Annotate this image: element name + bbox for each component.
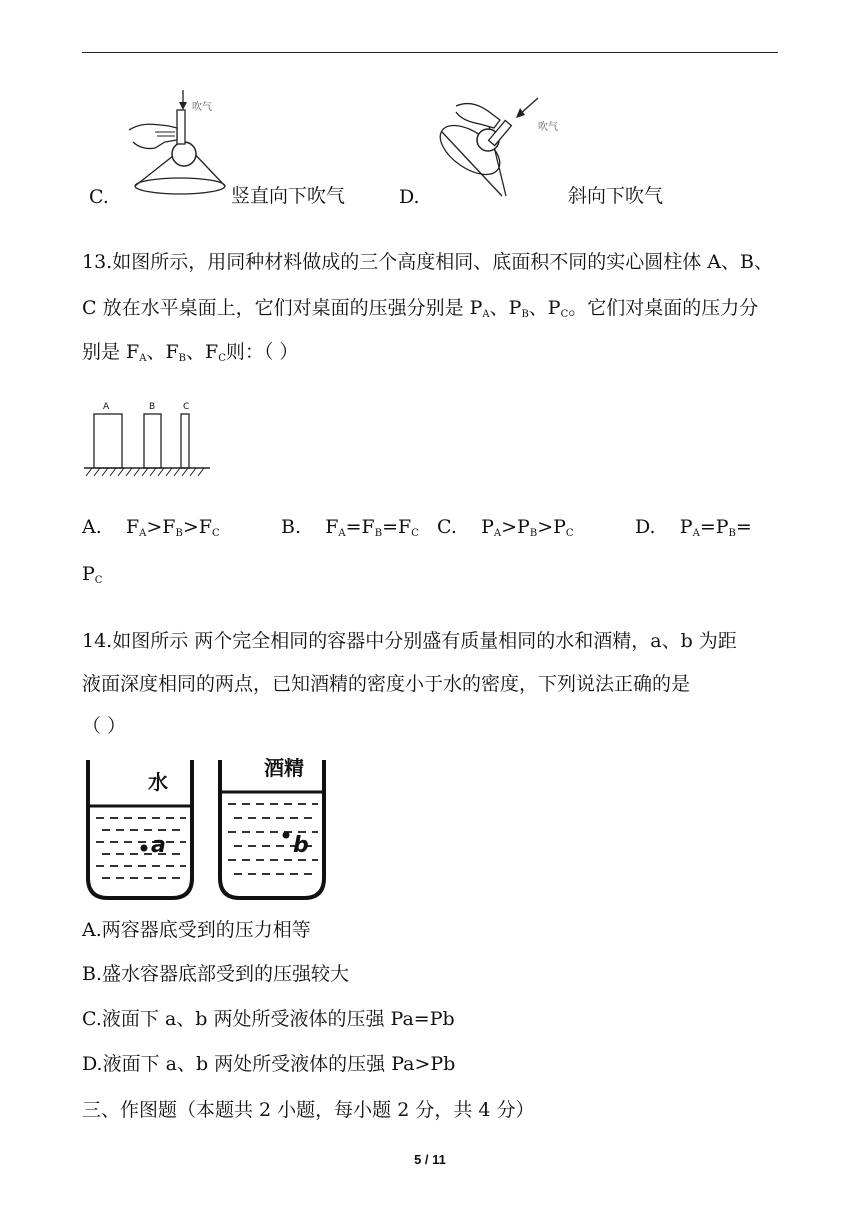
option-d-caption: 斜向下吹气	[568, 185, 664, 207]
q13-text-line1: 13.如图所示，用同种材料做成的三个高度相同、底面积不同的实心圆柱体 A、B、	[82, 251, 773, 273]
cylinder-label-c: C	[183, 402, 190, 412]
cylinder-c	[181, 414, 189, 468]
cylinder-b	[144, 414, 161, 468]
point-a-label: a	[151, 833, 166, 858]
q14-containers-figure	[82, 760, 330, 902]
q13-option-a: A. $F_A>F_B>F_C$	[82, 516, 220, 539]
figure-c-blow-text: 吹气	[192, 102, 212, 113]
cylinder-label-a: A	[103, 402, 110, 412]
section-3-heading: 三、作图题（本题共 2 小题，每小题 2 分，共 4 分）	[82, 1099, 535, 1121]
page-number: 5 / 11	[414, 1152, 446, 1167]
figure-d-funnel-oblique	[430, 92, 570, 202]
q14-option-b: B.盛水容器底部受到的压强较大	[82, 963, 350, 985]
figure-d-blow-text: 吹气	[538, 122, 558, 133]
q14-option-a: A.两容器底受到的压力相等	[82, 919, 311, 941]
q14-text-line1: 14.如图所示 两个完全相同的容器中分别盛有质量相同的水和酒精，a、b 为距	[82, 630, 737, 652]
option-c-label: C.	[89, 186, 109, 208]
q13-text-line3: 别是 $F_A$、$F_B$、$F_C$则：（ ）	[82, 341, 299, 364]
q13-cylinders-figure	[84, 402, 212, 477]
q13-option-c: C. $P_A>P_B>P_C$	[437, 516, 574, 539]
option-d-label: D.	[399, 186, 420, 208]
q14-text-line2: 液面深度相同的两点，已知酒精的密度小于水的密度，下列说法正确的是	[82, 673, 691, 695]
q14-option-d: D.液面下 a、b 两处所受液体的压强 Pa>Pb	[82, 1053, 456, 1075]
cylinder-a	[94, 414, 122, 468]
q13-text-line2: C 放在水平桌面上，它们对桌面的压强分别是 $P_A$、$P_B$、$P_C$。它们对桌面的压力分	[82, 297, 759, 320]
figure-c-funnel-vertical	[125, 88, 235, 198]
cylinder-label-b: B	[149, 402, 156, 412]
q13-option-d: D. $P_A=P_B=$	[635, 516, 752, 539]
q13-option-d-continued: $P_C$	[82, 563, 103, 586]
q14-option-c: C.液面下 a、b 两处所受液体的压强 Pa=Pb	[82, 1008, 455, 1030]
point-b-label: b	[293, 833, 309, 858]
header-rule	[82, 52, 778, 53]
option-c-caption: 竖直向下吹气	[231, 185, 346, 207]
alcohol-label: 酒精	[264, 756, 304, 780]
q14-text-line3: （ ）	[82, 715, 127, 737]
q13-option-b: B. $F_A=F_B=F_C$	[281, 516, 419, 539]
water-label: 水	[148, 770, 168, 794]
